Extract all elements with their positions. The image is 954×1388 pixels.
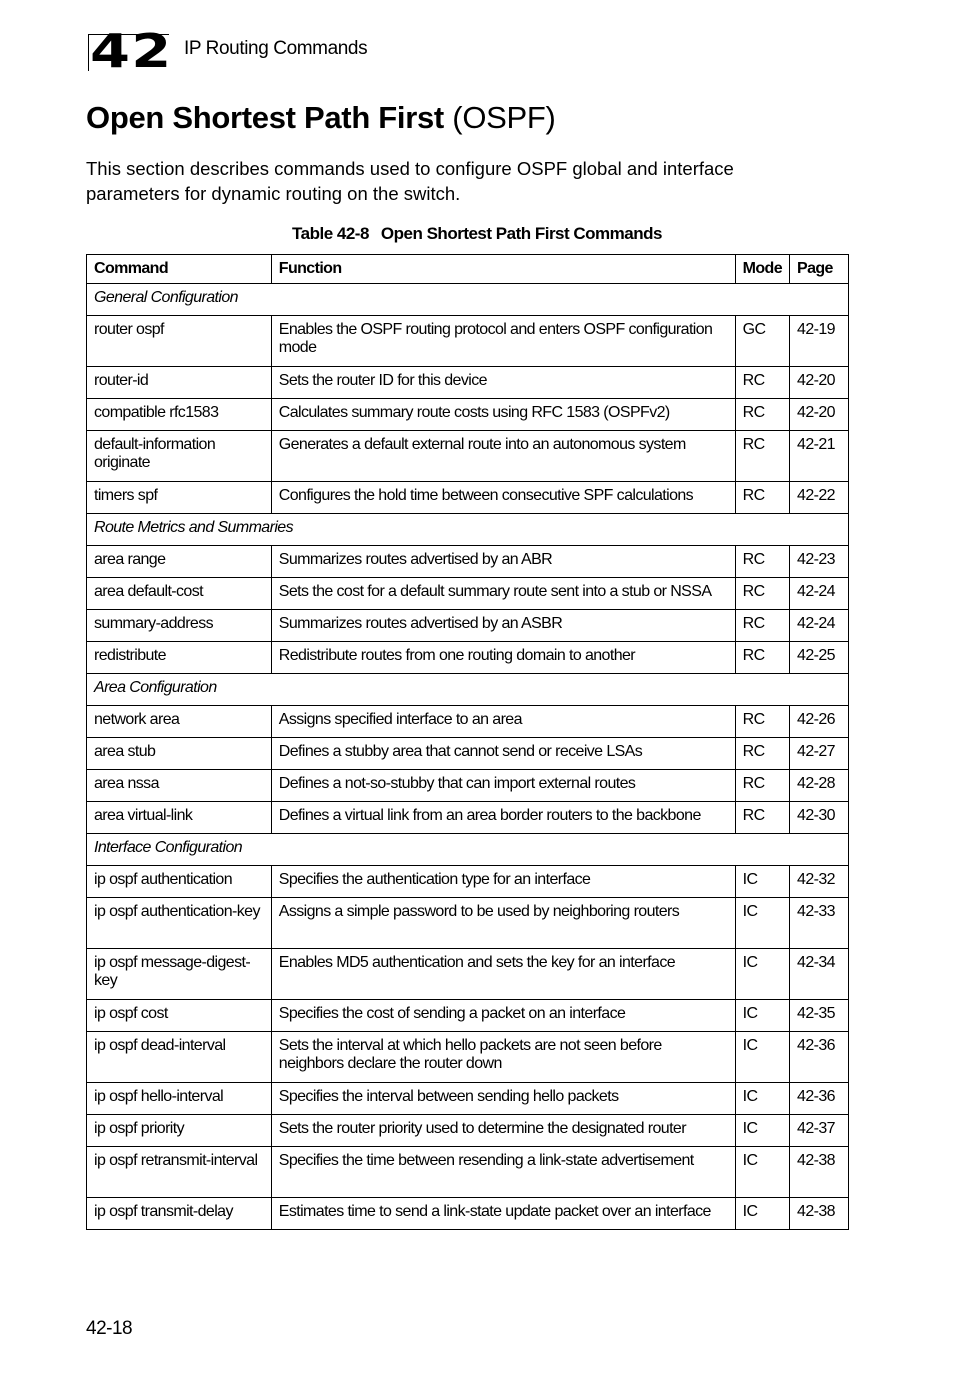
intro-paragraph: This section describes commands used to configure OSPF global and interface parameters for dynamic routing on the switch. xyxy=(86,158,734,204)
page-number: 42-18 xyxy=(86,1318,133,1339)
section-label: Area Configuration xyxy=(87,674,849,706)
command-cell: area virtual-link xyxy=(87,802,272,834)
table-section-row xyxy=(87,834,849,866)
page-cell: 42-20 xyxy=(790,367,849,399)
command-cell: area nssa xyxy=(87,770,272,802)
command-cell: network area xyxy=(87,706,272,738)
table-row xyxy=(87,399,849,431)
table-row xyxy=(87,1115,849,1147)
command-cell: ip ospf message-digest-key xyxy=(87,949,272,1000)
mode-cell: RC xyxy=(735,770,789,802)
command-cell: area default-cost xyxy=(87,578,272,610)
page-cell: 42-32 xyxy=(790,866,849,898)
command-cell: area stub xyxy=(87,738,272,770)
function-cell: Sets the cost for a default summary route sent into a stub or NSSA xyxy=(271,578,735,610)
page-cell: 42-38 xyxy=(790,1147,849,1198)
table-caption xyxy=(0,224,954,244)
page-cell: 42-37 xyxy=(790,1115,849,1147)
page-cell: 42-35 xyxy=(790,1000,849,1032)
page-cell: 42-36 xyxy=(790,1032,849,1083)
table-header-row xyxy=(87,255,849,284)
function-cell: Generates a default external route into an autonomous system xyxy=(271,431,735,482)
function-cell: Configures the hold time between consecutive SPF calculations xyxy=(271,482,735,514)
table-row xyxy=(87,770,849,802)
table-row xyxy=(87,431,849,482)
mode-cell: RC xyxy=(735,399,789,431)
function-cell: Specifies the time between resending a link-state advertisement xyxy=(271,1147,735,1198)
page-cell: 42-36 xyxy=(790,1083,849,1115)
function-cell: Sets the router ID for this device xyxy=(271,367,735,399)
function-cell: Redistribute routes from one routing domain to another xyxy=(271,642,735,674)
table-row xyxy=(87,706,849,738)
command-cell: compatible rfc1583 xyxy=(87,399,272,431)
function-cell: Defines a virtual link from an area border routers to the backbone xyxy=(271,802,735,834)
page-cell: 42-28 xyxy=(790,770,849,802)
section-title-main: Open Shortest Path First xyxy=(86,100,444,135)
mode-cell: RC xyxy=(735,802,789,834)
mode-cell: RC xyxy=(735,578,789,610)
page-cell: 42-23 xyxy=(790,546,849,578)
mode-cell: RC xyxy=(735,546,789,578)
table-row xyxy=(87,898,849,949)
table-row xyxy=(87,610,849,642)
command-cell: ip ospf priority xyxy=(87,1115,272,1147)
mode-cell: IC xyxy=(735,1000,789,1032)
mode-cell: RC xyxy=(735,367,789,399)
mode-cell: IC xyxy=(735,1147,789,1198)
function-cell: Calculates summary route costs using RFC 1583 (OSPFv2) xyxy=(271,399,735,431)
mode-cell: RC xyxy=(735,431,789,482)
page-cell: 42-38 xyxy=(790,1198,849,1230)
function-cell: Estimates time to send a link-state update packet over an interface xyxy=(271,1198,735,1230)
function-cell: Summarizes routes advertised by an ABR xyxy=(271,546,735,578)
command-cell: default-information originate xyxy=(87,431,272,482)
mode-cell: IC xyxy=(735,1115,789,1147)
page-cell: 42-26 xyxy=(790,706,849,738)
column-header-mode: Mode xyxy=(735,255,789,284)
function-cell: Sets the interval at which hello packets are not seen before neighbors declare the router down xyxy=(271,1032,735,1083)
command-cell: ip ospf hello-interval xyxy=(87,1083,272,1115)
section-label: Route Metrics and Summaries xyxy=(87,514,849,546)
section-title-abbrev: (OSPF) xyxy=(452,100,556,135)
table-section-row xyxy=(87,674,849,706)
mode-cell: IC xyxy=(735,898,789,949)
command-cell: summary-address xyxy=(87,610,272,642)
page-cell: 42-20 xyxy=(790,399,849,431)
mode-cell: IC xyxy=(735,949,789,1000)
mode-cell: RC xyxy=(735,642,789,674)
column-header-function: Function xyxy=(271,255,735,284)
page-cell: 42-25 xyxy=(790,642,849,674)
mode-cell: GC xyxy=(735,316,789,367)
page-cell: 42-30 xyxy=(790,802,849,834)
page-cell: 42-24 xyxy=(790,578,849,610)
function-cell: Defines a stubby area that cannot send or receive LSAs xyxy=(271,738,735,770)
ospf-commands-table xyxy=(86,254,849,1230)
table-section-row xyxy=(87,514,849,546)
table-section-row xyxy=(87,284,849,316)
command-cell: redistribute xyxy=(87,642,272,674)
function-cell: Specifies the authentication type for an interface xyxy=(271,866,735,898)
table-row xyxy=(87,367,849,399)
page-cell: 42-21 xyxy=(790,431,849,482)
page-cell: 42-33 xyxy=(790,898,849,949)
table-row xyxy=(87,738,849,770)
command-cell: router ospf xyxy=(87,316,272,367)
function-cell: Assigns specified interface to an area xyxy=(271,706,735,738)
section-title xyxy=(86,100,556,136)
chapter-number: 42 xyxy=(90,24,173,78)
command-cell: router-id xyxy=(87,367,272,399)
mode-cell: RC xyxy=(735,738,789,770)
mode-cell: RC xyxy=(735,610,789,642)
table-row xyxy=(87,546,849,578)
table-row xyxy=(87,316,849,367)
table-row xyxy=(87,1032,849,1083)
command-cell: ip ospf authentication xyxy=(87,866,272,898)
page-cell: 42-27 xyxy=(790,738,849,770)
mode-cell: IC xyxy=(735,1198,789,1230)
command-cell: area range xyxy=(87,546,272,578)
table-row xyxy=(87,1198,849,1230)
table-row xyxy=(87,866,849,898)
command-cell: ip ospf cost xyxy=(87,1000,272,1032)
page-cell: 42-24 xyxy=(790,610,849,642)
page-cell: 42-19 xyxy=(790,316,849,367)
mode-cell: RC xyxy=(735,706,789,738)
column-header-command: Command xyxy=(87,255,272,284)
command-cell: ip ospf authentication-key xyxy=(87,898,272,949)
table-row xyxy=(87,802,849,834)
function-cell: Specifies the cost of sending a packet on an interface xyxy=(271,1000,735,1032)
mode-cell: IC xyxy=(735,866,789,898)
function-cell: Enables the OSPF routing protocol and enters OSPF configuration mode xyxy=(271,316,735,367)
table-row xyxy=(87,949,849,1000)
mode-cell: RC xyxy=(735,482,789,514)
command-cell: timers spf xyxy=(87,482,272,514)
table-row xyxy=(87,642,849,674)
table-row xyxy=(87,1000,849,1032)
command-cell: ip ospf dead-interval xyxy=(87,1032,272,1083)
table-row xyxy=(87,482,849,514)
function-cell: Specifies the interval between sending hello packets xyxy=(271,1083,735,1115)
table-row xyxy=(87,578,849,610)
command-cell: ip ospf retransmit-interval xyxy=(87,1147,272,1198)
table-caption-label: Table 42-8 xyxy=(292,224,369,243)
chapter-title: IP Routing Commands xyxy=(184,38,368,59)
function-cell: Sets the router priority used to determine the designated router xyxy=(271,1115,735,1147)
table-row xyxy=(87,1083,849,1115)
table-row xyxy=(87,1147,849,1198)
command-cell: ip ospf transmit-delay xyxy=(87,1198,272,1230)
column-header-page: Page xyxy=(790,255,849,284)
mode-cell: IC xyxy=(735,1032,789,1083)
function-cell: Summarizes routes advertised by an ASBR xyxy=(271,610,735,642)
function-cell: Assigns a simple password to be used by neighboring routers xyxy=(271,898,735,949)
function-cell: Defines a not-so-stubby that can import external routes xyxy=(271,770,735,802)
table-caption-title: Open Shortest Path First Commands xyxy=(380,224,662,243)
page-cell: 42-34 xyxy=(790,949,849,1000)
function-cell: Enables MD5 authentication and sets the key for an interface xyxy=(271,949,735,1000)
page-cell: 42-22 xyxy=(790,482,849,514)
section-label: Interface Configuration xyxy=(87,834,849,866)
mode-cell: IC xyxy=(735,1083,789,1115)
section-label: General Configuration xyxy=(87,284,849,316)
